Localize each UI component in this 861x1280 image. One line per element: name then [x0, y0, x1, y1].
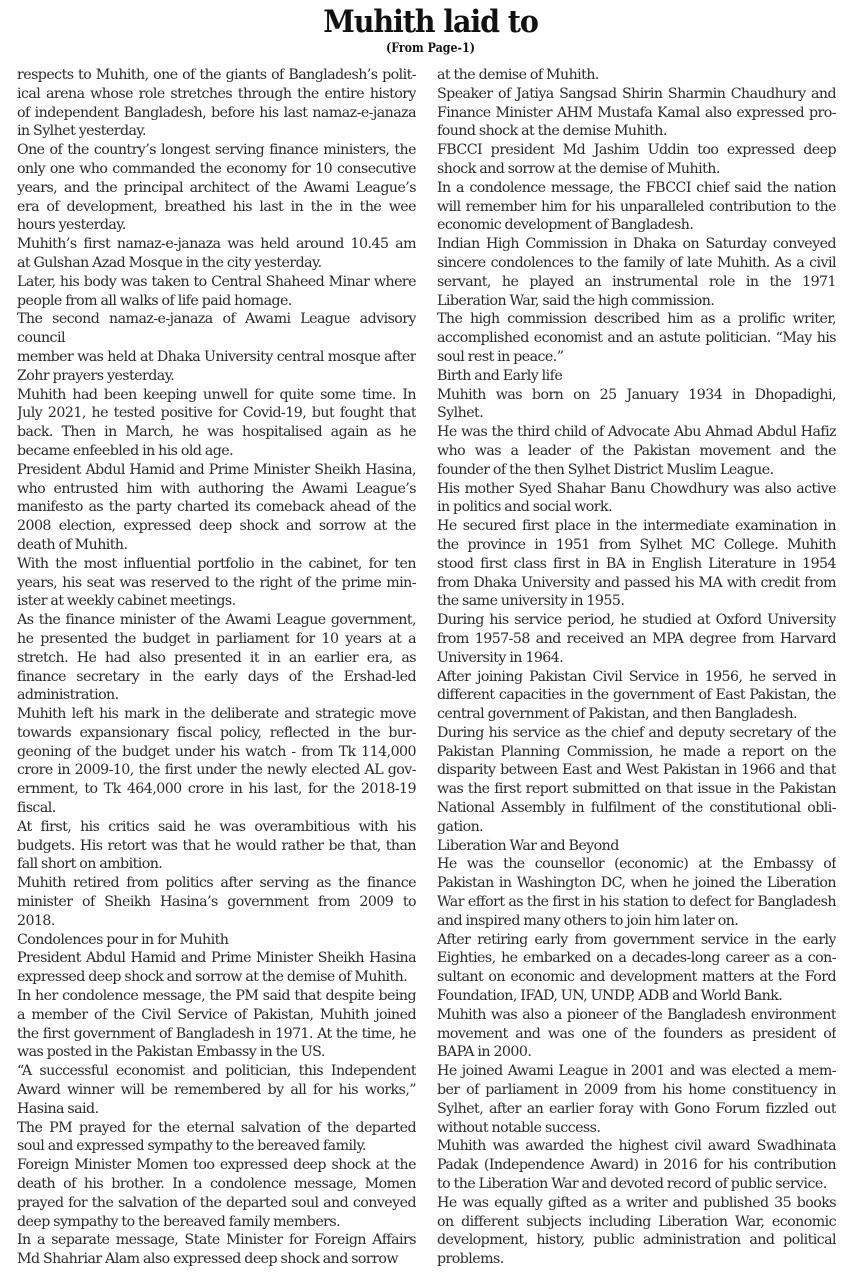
article-paragraph [437, 141, 836, 179]
article-paragraph [17, 818, 416, 874]
text-line: development, history, public administration and political [437, 1232, 836, 1249]
text-line: Pakistan Planning Commission, he made a report on the [437, 743, 836, 760]
text-line: found shock at the demise Muhith. [437, 123, 667, 140]
text-line: shock and sorrow at the demise of Muhith. [437, 160, 720, 177]
text-line: His mother Syed Shahar Banu Chowdhury was also active [437, 480, 836, 497]
text-line: era of development, breathed his last in the in the wee [17, 198, 416, 215]
text-line: Hasina said. [17, 1100, 99, 1117]
article-paragraph [17, 461, 416, 555]
text-line: Condolences pour in for Muhith [17, 931, 229, 948]
text-line: July 2021, he tested positive for Covid-19, but fought that [17, 405, 416, 422]
article-paragraph [437, 855, 836, 930]
text-line: to the Liberation War and devoted record of public service. [437, 1176, 827, 1193]
text-line: the province in 1951 from Sylhet MC College. Muhith [437, 536, 836, 553]
text-line: In her condolence message, the PM said that despite being [17, 988, 416, 1005]
text-line: Muhith was born on 25 January 1934 in Dhopadighi, [437, 386, 836, 403]
text-line: Muhith had been keeping unwell for quite some time. In [17, 386, 416, 403]
text-line: hours yesterday. [17, 217, 126, 234]
text-line: accomplished economist and an astute politician. “May his [437, 330, 836, 347]
article-paragraph [437, 1137, 836, 1193]
text-line: movement and was one of the founders as president of [437, 1025, 836, 1042]
text-line: central government of Pakistan, and then Bangladesh. [437, 706, 797, 723]
text-line: death of Muhith. [17, 536, 128, 553]
text-line: He joined Awami League in 2001 and was elected a mem- [437, 1063, 836, 1080]
article-paragraph [437, 310, 836, 366]
text-line: After joining Pakistan Civil Service in 1956, he served in [437, 668, 836, 685]
text-line: the first government of Bangladesh in 1971. At the time, he [17, 1025, 416, 1042]
text-line: Muhith was awarded the highest civil award Swadhinata [437, 1138, 836, 1155]
text-line: in Sylhet yesterday. [17, 123, 146, 140]
article-paragraph [437, 367, 836, 386]
text-line: ical arena whose role stretches through the entire history [17, 85, 416, 102]
text-line: President Abdul Hamid and Prime Minister Sheikh Hasina, [17, 461, 416, 478]
text-line: from Dhaka University and passed his MA with credit from [437, 574, 836, 591]
text-line: ernment, to Tk 464,000 crore in his last, for the 2018-19 [17, 781, 416, 798]
text-line: Liberation War, said the high commission. [437, 292, 715, 309]
text-line: Foreign Minister Momen too expressed deep shock at the [17, 1157, 416, 1174]
text-line: Speaker of Jatiya Sangsad Shirin Sharmin Chaudhury and [437, 85, 836, 102]
text-line: ister at weekly cabinet meetings. [17, 593, 236, 610]
text-line: Muhith’s first namaz-e-janaza was held around 10.45 am [17, 236, 416, 253]
text-line: Padak (Independence Award) in 2016 for his contribution [437, 1157, 836, 1174]
text-line: disparity between East and West Pakistan in 1966 and that [437, 762, 836, 779]
text-line: on different subjects including Liberation War, economic [437, 1213, 836, 1230]
text-line: minister of Sheikh Hasina’s government from 2009 to [17, 894, 416, 911]
article-paragraph [437, 66, 836, 85]
article-paragraph [437, 931, 836, 1006]
article-paragraph [17, 273, 416, 311]
article-paragraph [437, 386, 836, 424]
text-line: At first, his critics said he was overambitious with his [17, 818, 416, 835]
text-line: Zohr prayers yesterday. [17, 367, 175, 384]
text-line: Indian High Commission in Dhaka on Saturday conveyed [437, 236, 836, 253]
article-paragraph [437, 179, 836, 235]
article-paragraph [17, 987, 416, 1062]
text-line: at Gulshan Azad Mosque in the city yesterday. [17, 254, 322, 271]
text-line: “A successful economist and politician, this Independent [17, 1063, 416, 1080]
text-line: He was equally gifted as a writer and published 35 books [437, 1194, 836, 1211]
text-line: Sylhet, after an earlier foray with Gono Forum fizzled out [437, 1100, 836, 1117]
text-line: ber of parliament in 2009 from his home constituency in [437, 1082, 836, 1099]
article-paragraph [17, 874, 416, 930]
text-line: stood first class first in BA in English Literature in 1954 [437, 555, 836, 572]
text-line: servant, he played an instrumental role in the 1971 [437, 273, 836, 290]
text-line: Muhith left his mark in the deliberate and strategic move [17, 706, 416, 723]
text-line: soul and expressed sympathy to the bereaved family. [17, 1138, 366, 1155]
text-line: National Assembly in fulfilment of the constitutional obli- [437, 800, 836, 817]
text-line: gation. [437, 818, 484, 835]
text-line: towards expansionary fiscal policy, reflected in the bur- [17, 724, 416, 741]
text-line: without notable success. [437, 1119, 601, 1136]
text-line: problems. [437, 1251, 504, 1268]
text-line: was the first report submitted on that issue in the Pakistan [437, 781, 836, 798]
article-paragraph [437, 85, 836, 141]
text-line: became enfeebled in his old age. [17, 442, 234, 459]
text-line: manifesto as the party charted its comeback ahead of the [17, 499, 416, 516]
text-line: in politics and social work. [437, 499, 613, 516]
article-paragraph [17, 141, 416, 235]
article-paragraph [437, 235, 836, 310]
text-line: who entrusted him with authoring the Awami League’s [17, 480, 416, 497]
text-line: and inspired many others to join him later on. [437, 912, 739, 929]
text-line: Muhith was also a pioneer of the Bangladesh environment [437, 1006, 836, 1023]
article-paragraph [437, 423, 836, 479]
article-paragraph [17, 1062, 416, 1118]
text-line: The high commission described him as a prolific writer, [437, 311, 836, 328]
text-line: Foundation, IFAD, UN, UNDP, ADB and World Bank. [437, 988, 783, 1005]
text-line: only one who commanded the economy for 10 consecutive [17, 160, 416, 177]
article-paragraph [437, 837, 836, 856]
text-line: He was the third child of Advocate Abu Ahmad Abdul Hafiz [437, 424, 836, 441]
text-line: people from all walks of life paid homage. [17, 292, 292, 309]
text-line: of independent Bangladesh, before his last namaz-e-janaza [17, 104, 416, 121]
text-line: Later, his body was taken to Central Shaheed Minar where [17, 273, 416, 290]
text-line: at the demise of Muhith. [437, 67, 599, 83]
text-line: fall short on ambition. [17, 856, 163, 873]
text-line: from 1957-58 and received an MPA degree from Harvard [437, 630, 836, 647]
article-paragraph [17, 348, 416, 386]
text-line: He secured first place in the intermediate examination in [437, 518, 836, 535]
article-paragraph [17, 66, 416, 141]
article-paragraph [437, 724, 836, 837]
text-line: Finance Minister AHM Mustafa Kamal also expressed pro- [437, 104, 836, 121]
text-line: Eighties, he embarked on a decades-long career as a con- [437, 950, 836, 967]
text-line: administration. [17, 687, 119, 704]
text-line: founder of the then Sylhet District Muslim League. [437, 461, 774, 478]
text-line: expressed deep shock and sorrow at the demise of Muhith. [17, 969, 408, 986]
text-line: 2018. [17, 912, 55, 929]
article-paragraph [17, 310, 416, 348]
article-column-right [437, 66, 836, 1269]
text-line: The PM prayed for the eternal salvation of the departed [17, 1119, 416, 1136]
text-line: President Abdul Hamid and Prime Minister Sheikh Hasina [17, 950, 416, 967]
text-line: After retiring early from government service in the early [437, 931, 836, 948]
article-column-left [17, 66, 416, 1269]
text-line: member was held at Dhaka University central mosque after [17, 348, 416, 365]
text-line: With the most influential portfolio in the cabinet, for ten [17, 555, 416, 572]
text-line: Liberation War and Beyond [437, 837, 619, 854]
article-paragraph [437, 517, 836, 611]
text-line: budgets. His retort was that he would rather be that, than [17, 837, 416, 854]
article-paragraph [17, 611, 416, 705]
text-line: fiscal. [17, 800, 56, 817]
text-line: During his service as the chief and deputy secretary of the [437, 724, 836, 741]
text-line: Pakistan in Washington DC, when he joined the Liberation [437, 875, 836, 892]
article-paragraph [437, 1062, 836, 1137]
text-line: He was the counsellor (economic) at the Embassy of [437, 856, 836, 873]
text-line: crore in 2009-10, the first under the newly elected AL gov- [17, 762, 416, 779]
text-line: deep sympathy to the bereaved family members. [17, 1213, 341, 1230]
article-paragraph [17, 705, 416, 818]
text-line: geoning of the budget under his watch - from Tk 114,000 [17, 743, 416, 760]
text-line: different capacities in the government of East Pakistan, the [437, 687, 836, 704]
text-line: War effort as the first in his station to defect for Bangladesh [437, 894, 836, 911]
text-line: FBCCI president Md Jashim Uddin too expressed deep [437, 142, 836, 159]
text-line: will remember him for his unparalleled contribution to the [437, 198, 836, 215]
continued-from-label: (From Page-1) [385, 41, 476, 56]
text-line: sincere condolences to the family of late Muhith. As a civil [437, 254, 836, 271]
text-line: death of his brother. In a condolence message, Momen [17, 1176, 416, 1193]
text-line: was posted in the Pakistan Embassy in the US. [17, 1044, 325, 1061]
article-paragraph [437, 480, 836, 518]
article-paragraph [17, 1119, 416, 1157]
article-paragraph [437, 1006, 836, 1062]
headline: Muhith laid to [323, 4, 538, 40]
text-line: years, and the principal architect of the Awami League’s [17, 179, 416, 196]
text-line: who was a leader of the Pakistan movement and the [437, 442, 836, 459]
text-line: 2008 election, expressed deep shock and sorrow at the [17, 518, 416, 535]
article-paragraph [17, 931, 416, 950]
text-line: council [17, 330, 65, 347]
text-line: years, his seat was reserved to the right of the prime min- [17, 574, 416, 591]
article-paragraph [437, 1194, 836, 1269]
text-line: Md Shahriar Alam also expressed deep shock and sorrow [17, 1251, 398, 1268]
article-paragraph [17, 235, 416, 273]
text-line: the same university in 1955. [437, 593, 625, 610]
text-line: Award winner will be remembered by all for his works,” [17, 1082, 416, 1099]
article-paragraph [17, 949, 416, 987]
article-paragraph [437, 611, 836, 667]
text-line: Sylhet. [437, 405, 484, 422]
text-line: finance secretary in the early days of the Ershad-led [17, 668, 416, 685]
text-line: University in 1964. [437, 649, 564, 666]
text-line: As the finance minister of the Awami League government, [17, 612, 416, 629]
text-line: soul rest in peace.” [437, 348, 564, 365]
article-paragraph [437, 668, 836, 724]
text-line: Birth and Early life [437, 367, 563, 384]
article-paragraph [17, 386, 416, 461]
text-line: prayed for the salvation of the departed soul and conveyed [17, 1194, 416, 1211]
article-paragraph [17, 555, 416, 611]
text-line: respects to Muhith, one of the giants of Bangladesh’s polit- [17, 67, 416, 83]
text-line: BAPA in 2000. [437, 1044, 532, 1061]
text-line: During his service period, he studied at Oxford University [437, 612, 836, 629]
text-line: a member of the Civil Service of Pakistan, Muhith joined [17, 1006, 416, 1023]
text-line: sultant on economic and development matters at the Ford [437, 969, 836, 986]
text-line: stretch. He had also presented it in an earlier era, as [17, 649, 416, 666]
text-line: In a condolence message, the FBCCI chief said the nation [437, 179, 836, 196]
article-paragraph [17, 1231, 416, 1269]
text-line: One of the country’s longest serving finance ministers, the [17, 142, 416, 159]
text-line: The second namaz-e-janaza of Awami League advisory [17, 311, 416, 328]
text-line: Muhith retired from politics after serving as the finance [17, 875, 416, 892]
text-line: he presented the budget in parliament for 10 years at a [17, 630, 416, 647]
text-line: back. Then in March, he was hospitalised again as he [17, 424, 416, 441]
text-line: economic development of Bangladesh. [437, 217, 694, 234]
text-line: In a separate message, State Minister for Foreign Affairs [17, 1232, 416, 1249]
article-paragraph [17, 1156, 416, 1231]
